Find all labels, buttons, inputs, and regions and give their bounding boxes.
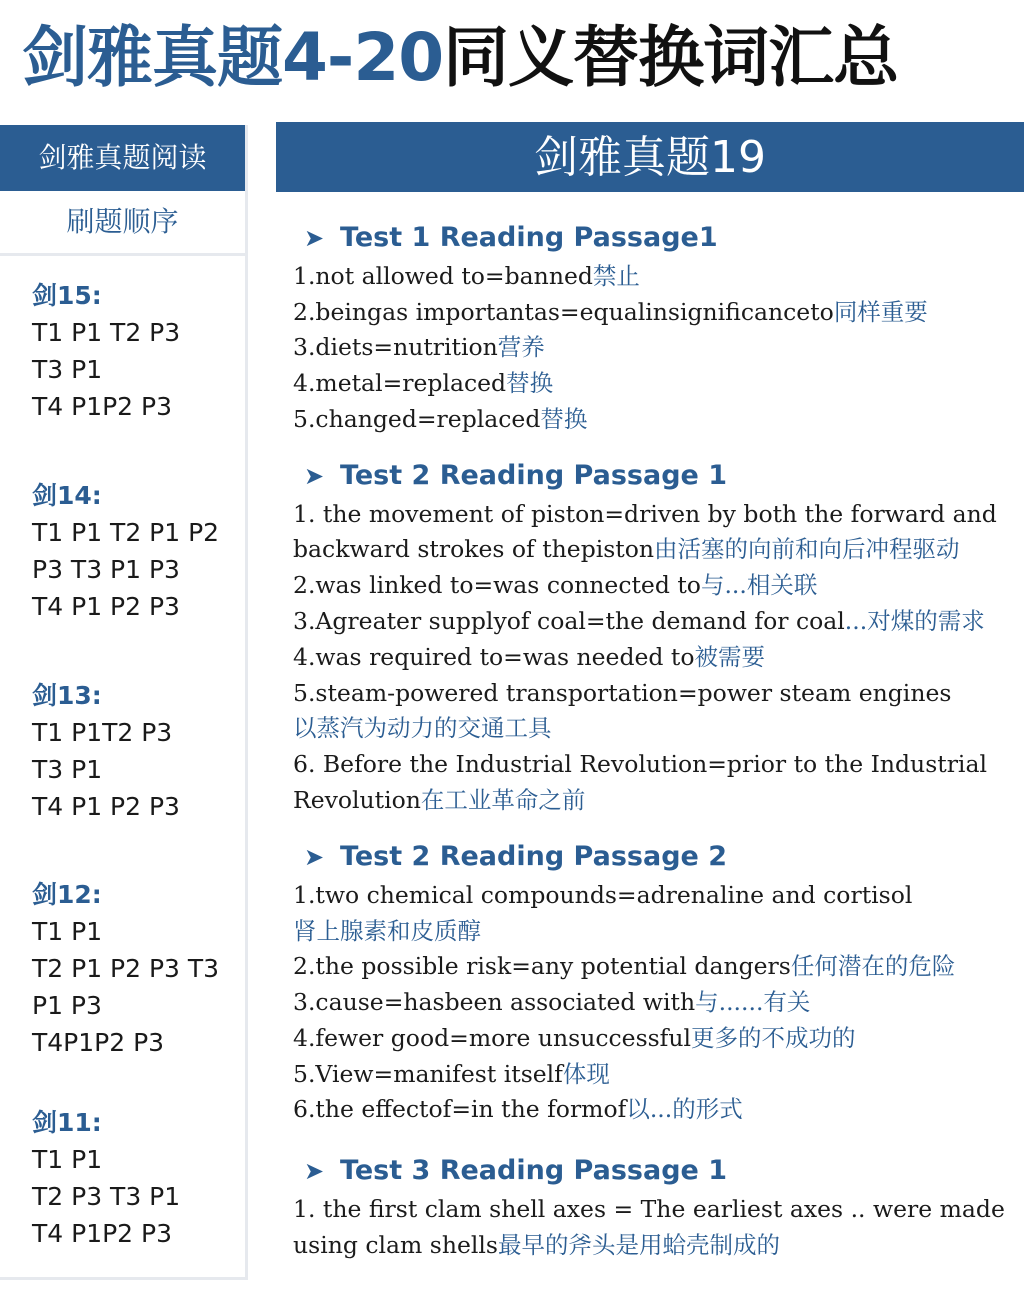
english-text: 2.was linked to=was connected to <box>293 571 701 599</box>
sidebar-subheader: 刷题顺序 <box>0 191 245 256</box>
english-text: using clam shells <box>293 1231 498 1259</box>
section-heading-text: Test 2 Reading Passage 2 <box>340 841 728 872</box>
vocab-line <box>293 401 587 437</box>
book-line: T4 P1 P2 P3 <box>32 592 180 621</box>
vocab-line <box>293 1191 1005 1227</box>
title-blue-part: 剑雅真题4-20 <box>22 19 444 96</box>
arrow-right-icon: ➤ <box>304 224 325 252</box>
chinese-text: 营养 <box>497 333 545 361</box>
chinese-text: 以...的形式 <box>626 1095 743 1123</box>
book-line: T1 P1T2 P3 <box>32 718 173 747</box>
vocab-line <box>293 531 960 567</box>
english-text: 5.View=manifest itself <box>293 1060 563 1088</box>
book-line: T1 P1 T2 P3 <box>32 318 181 347</box>
english-text: 2.the possible risk=any potential dangers <box>293 952 791 980</box>
book-line: T2 P1 P2 P3 T3 <box>32 954 220 983</box>
page-title <box>22 12 898 104</box>
book-block <box>32 277 180 425</box>
book-name: 剑15: <box>32 281 102 310</box>
vocab-line <box>293 329 545 365</box>
english-text: 1. the movement of piston=driven by both the forward and <box>293 500 997 528</box>
vocab-line <box>293 877 912 913</box>
book-name: 剑14: <box>32 481 102 510</box>
section-heading <box>304 1151 727 1191</box>
book-line: T3 P1 <box>32 355 103 384</box>
book-name: 剑12: <box>32 880 102 909</box>
chinese-text: 由活塞的向前和向后冲程驱动 <box>654 535 960 563</box>
section-heading <box>304 456 727 496</box>
chinese-text: 替换 <box>540 405 588 433</box>
arrow-right-icon: ➤ <box>304 462 325 490</box>
vocab-line <box>293 913 481 949</box>
english-text: 5.changed=replaced <box>293 405 541 433</box>
vocab-line <box>293 1227 780 1263</box>
book-block <box>32 477 219 625</box>
english-text: 3.Agreater supplyof coal=the demand for coal <box>293 607 845 635</box>
english-text: 3.cause=hasbeen associated with <box>293 988 696 1016</box>
vocab-line <box>293 258 640 294</box>
sidebar <box>0 125 248 1280</box>
book-block <box>32 1104 180 1252</box>
english-text: Revolution <box>293 786 421 814</box>
english-text: 1.not allowed to=banned <box>293 262 593 290</box>
book-line: T4 P1P2 P3 <box>32 1219 173 1248</box>
arrow-right-icon: ➤ <box>304 843 325 871</box>
vocab-line <box>293 984 810 1020</box>
vocab-line <box>293 567 817 603</box>
book-name: 剑13: <box>32 681 102 710</box>
book-line: T2 P3 T3 P1 <box>32 1182 181 1211</box>
book-line: T3 P1 <box>32 755 103 784</box>
book-line: T4 P1P2 P3 <box>32 392 173 421</box>
vocab-line <box>293 294 928 330</box>
chinese-text: 与......有关 <box>695 988 811 1016</box>
chinese-text: 以蒸汽为动力的交通工具 <box>293 714 552 742</box>
vocab-line <box>293 1091 743 1127</box>
english-text: 4.metal=replaced <box>293 369 507 397</box>
english-text: 6. Before the Industrial Revolution=prior to the Industrial <box>293 750 987 778</box>
section-heading-text: Test 3 Reading Passage 1 <box>340 1155 728 1186</box>
main-header: 剑雅真题19 <box>276 122 1024 192</box>
chinese-text: ...对煤的需求 <box>844 607 985 635</box>
sidebar-header: 剑雅真题阅读 <box>0 125 245 191</box>
vocab-line <box>293 1056 610 1092</box>
section-heading-text: Test 1 Reading Passage1 <box>340 222 718 253</box>
vocab-line <box>293 496 997 532</box>
book-block <box>32 876 219 1061</box>
chinese-text: 更多的不成功的 <box>691 1024 856 1052</box>
vocab-line <box>293 639 765 675</box>
chinese-text: 被需要 <box>694 643 766 671</box>
vocab-line <box>293 746 987 782</box>
book-block <box>32 677 180 825</box>
english-text: 3.diets=nutrition <box>293 333 498 361</box>
chinese-text: 禁止 <box>592 262 640 290</box>
book-name: 剑11: <box>32 1108 102 1137</box>
section-heading-text: Test 2 Reading Passage 1 <box>340 460 728 491</box>
chinese-text: 在工业革命之前 <box>420 786 586 814</box>
vocab-line <box>293 675 951 711</box>
arrow-right-icon: ➤ <box>304 1157 325 1185</box>
english-text: 4.fewer good=more unsuccessful <box>293 1024 692 1052</box>
english-text: backward strokes of thepiston <box>293 535 655 563</box>
chinese-text: 同样重要 <box>833 298 928 326</box>
vocab-line <box>293 603 985 639</box>
book-line: T4P1P2 P3 <box>32 1028 165 1057</box>
book-line: T1 P1 T2 P1 P2 <box>32 518 220 547</box>
chinese-text: 最早的斧头是用蛤壳制成的 <box>498 1231 780 1259</box>
book-line: T4 P1 P2 P3 <box>32 792 180 821</box>
section-heading <box>304 837 727 877</box>
book-line: T1 P1 <box>32 1145 103 1174</box>
english-text: 1. the first clam shell axes = The earliest axes .. were made <box>293 1195 1005 1223</box>
chinese-text: 任何潜在的危险 <box>790 952 956 980</box>
english-text: 5.steam-powered transportation=power steam engines <box>293 679 952 707</box>
book-line: P3 T3 P1 P3 <box>32 555 180 584</box>
english-text: 1.two chemical compounds=adrenaline and cortisol <box>293 881 913 909</box>
book-line: T1 P1 <box>32 917 103 946</box>
english-text: 2.beingas importantas=equalinsignificanceto <box>293 298 834 326</box>
vocab-line <box>293 365 553 401</box>
english-text: 4.was required to=was needed to <box>293 643 695 671</box>
vocab-line <box>293 948 955 984</box>
english-text: 6.the effectof=in the formof <box>293 1095 627 1123</box>
chinese-text: 体现 <box>562 1060 610 1088</box>
chinese-text: 肾上腺素和皮质醇 <box>293 917 481 945</box>
vocab-line <box>293 710 552 746</box>
vocab-line <box>293 1020 856 1056</box>
chinese-text: 替换 <box>506 369 554 397</box>
vocab-line <box>293 782 585 818</box>
chinese-text: 与...相关联 <box>700 571 818 599</box>
title-black-part: 同义替换词汇总 <box>443 19 899 96</box>
book-line: P1 P3 <box>32 991 102 1020</box>
section-heading <box>304 218 718 258</box>
